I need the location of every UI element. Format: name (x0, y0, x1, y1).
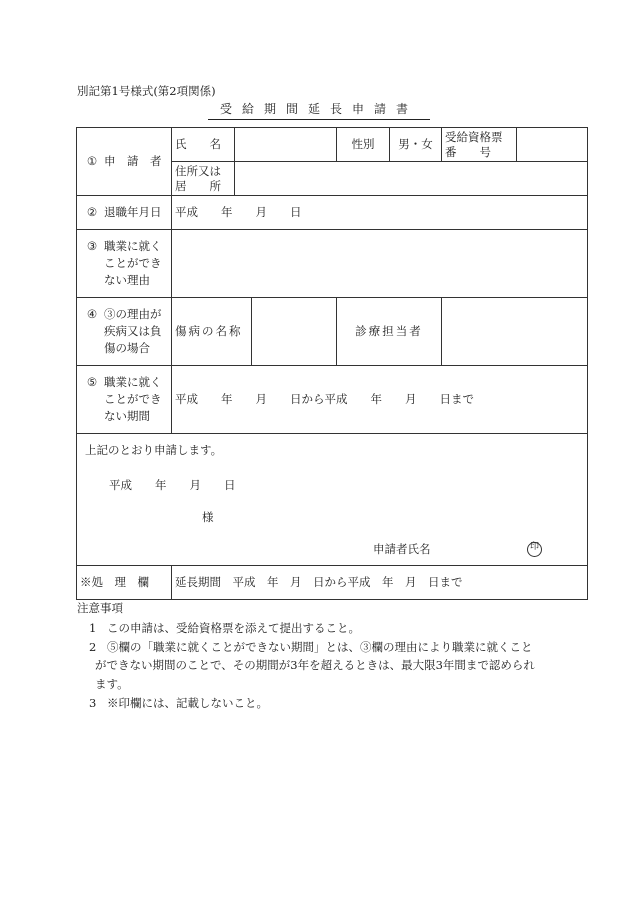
note-line: ます。 (95, 677, 129, 691)
row-number: ① (86, 154, 98, 169)
processing-label-cell: ※処 理 欄 (77, 566, 172, 600)
declaration-date[interactable]: 平成 年 月 日 (109, 478, 236, 492)
applicant-name-label: 申請者氏名 (373, 542, 431, 556)
address-field[interactable] (235, 162, 588, 196)
disease-name-label: 傷病の名称 (172, 298, 252, 366)
note-line: ができない期間のことで、その期間が3年を超えるときは、最大限3年間まで認められ (95, 658, 535, 672)
sex-label-cell: 性別 (337, 128, 390, 162)
sex-field[interactable]: 男・女 (390, 128, 442, 162)
retirement-date-label-cell: ② 退職年月日 (77, 196, 172, 230)
reason-label-cell: ③ 職業に就く ことができ ない理由 (77, 230, 172, 298)
note-number: 1 (89, 621, 97, 635)
notes-heading: 注意事項 (77, 601, 123, 615)
retirement-date-field[interactable]: 平成 年 月 日 (172, 196, 588, 230)
note-line: この申請は、受給資格票を添えて提出すること。 (107, 621, 360, 635)
reason-field[interactable] (172, 230, 588, 298)
note-line: ※印欄には、記載しないこと。 (107, 696, 268, 710)
form-number-note: 別記第1号様式(第2項関係) (77, 84, 216, 98)
name-label-cell: 氏 名 (172, 128, 235, 162)
processing-row (77, 566, 588, 600)
note-number: 2 (89, 640, 97, 654)
applicant-row-1 (77, 128, 588, 162)
illness-label-cell: ④ ③の理由が 疾病又は負 傷の場合 (77, 298, 172, 366)
declaration-statement: 上記のとおり申請します。 (85, 443, 223, 457)
period-field[interactable]: 平成 年 月 日から平成 年 月 日まで (172, 366, 588, 434)
certificate-number-field[interactable] (517, 128, 588, 162)
disease-name-field[interactable] (252, 298, 337, 366)
processing-field: 延長期間 平成 年 月 日から平成 年 月 日まで (172, 566, 588, 600)
applicant-label-cell (77, 128, 172, 196)
name-field[interactable] (235, 128, 337, 162)
declaration-row (77, 434, 588, 566)
note-line: ⑤欄の「職業に就くことができない期間」とは、③欄の理由により職業に就くこと (107, 640, 533, 654)
application-form-table (76, 127, 588, 600)
doctor-label: 診療担当者 (337, 298, 442, 366)
period-row (77, 366, 588, 434)
reason-row (77, 230, 588, 298)
applicant-label: 申 請 者 (104, 154, 162, 169)
note-number: 3 (89, 696, 97, 710)
declaration-cell (77, 434, 588, 566)
honorific: 様 (202, 510, 214, 524)
period-label-cell: ⑤ 職業に就く ことができ ない期間 (77, 366, 172, 434)
address-label-cell: 住所又は 居 所 (172, 162, 235, 196)
retirement-date-row (77, 196, 588, 230)
seal-mark: 印 (527, 542, 542, 557)
page-title: 受給期間延長申請書 (208, 103, 430, 120)
illness-row (77, 298, 588, 366)
doctor-field[interactable] (442, 298, 588, 366)
certificate-number-label: 受給資格票 番 号 (442, 128, 517, 162)
